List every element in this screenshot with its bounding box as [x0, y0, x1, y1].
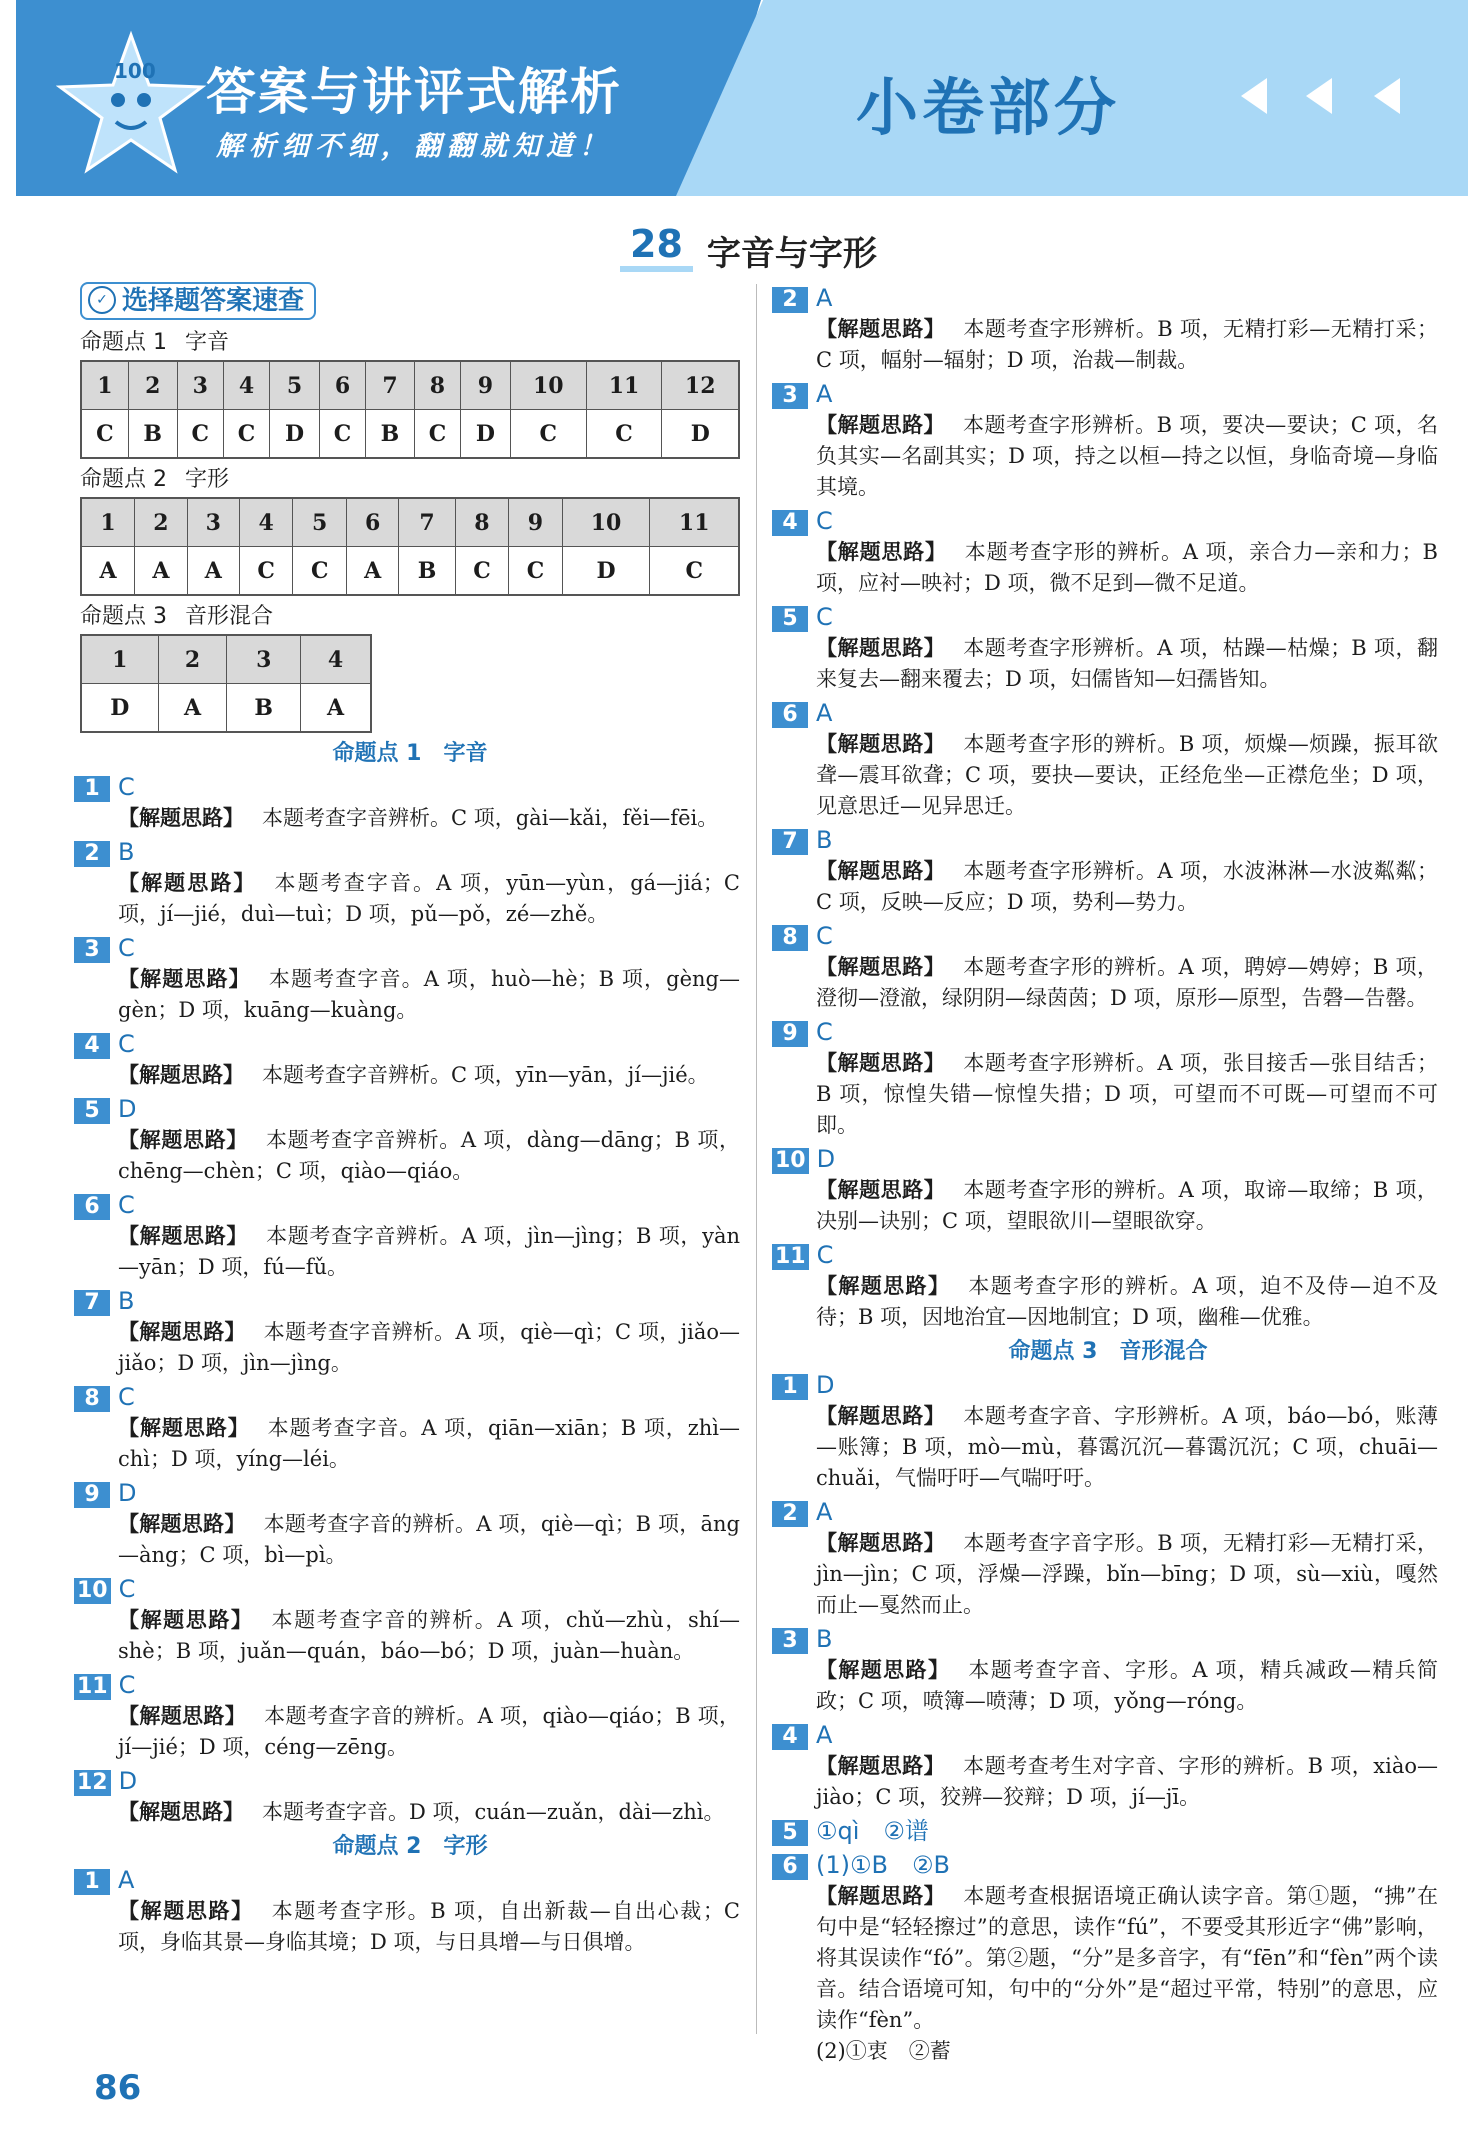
- question-number-cell: 6: [319, 361, 365, 410]
- explanation-label: 【解题思路】: [816, 413, 946, 437]
- answer-choice: A: [816, 1498, 833, 1526]
- question-number-cell: 7: [399, 498, 455, 547]
- answer-choice: C: [816, 507, 833, 535]
- answer-choice: B: [118, 838, 135, 866]
- answer-cell: D: [662, 410, 739, 459]
- explanation: [80, 803, 740, 834]
- answer-line: [778, 920, 1438, 952]
- answer-cell: A: [158, 684, 227, 733]
- explanation: [778, 1881, 1438, 2036]
- answer-cell: C: [319, 410, 365, 459]
- topic-label: [80, 600, 740, 634]
- explanation-label: 【解题思路】: [816, 1051, 946, 1075]
- explanation: [778, 1401, 1438, 1494]
- explanation-text: 本题考查字形的辨析。B 项，烦燥—烦躁，振耳欲聋—震耳欲聋；C 项，要抉—要诀，正经危坐—正襟危坐；D 项，见意思迁—见异思迁。: [816, 732, 1438, 818]
- question-number-badge: 1: [74, 776, 110, 802]
- explanation: [80, 964, 740, 1026]
- answer-item: [80, 1189, 740, 1283]
- question-number-cell: 9: [461, 361, 511, 410]
- answer-item: [778, 1016, 1438, 1141]
- answer-cell: A: [301, 684, 371, 733]
- answer-cell: C: [239, 547, 293, 596]
- header-title: 答案与讲评式解析: [206, 63, 622, 121]
- explanation-label: 【解题思路】: [118, 1416, 250, 1440]
- section-number: 28: [620, 222, 693, 272]
- explanation-label: 【解题思路】: [816, 1754, 946, 1778]
- question-number-cell: 1: [81, 498, 135, 547]
- answer-item: [775, 1143, 1439, 1237]
- explanation-label: 【解题思路】: [816, 732, 946, 756]
- explanation-text: 本题考查字音辨析。C 项，gài—kǎi，fěi—fēi。: [262, 806, 719, 830]
- answer-choice: C: [816, 922, 833, 950]
- arrow-left-icon: [1374, 78, 1400, 114]
- answer-cell: D: [562, 547, 650, 596]
- explanation-text: 本题考查字音辨析。A 项，jìn—jìng；B 项，yàn—yān；D 项，fú—fǔ。: [118, 1224, 740, 1279]
- answer-item: [80, 1093, 740, 1187]
- question-number-badge: 1: [74, 1869, 110, 1895]
- explanation-label: 【解题思路】: [118, 1704, 247, 1728]
- right-answers: [775, 282, 1439, 2067]
- answer-line: [778, 1815, 1438, 1847]
- question-number-cell: 1: [81, 635, 158, 684]
- question-number-cell: 11: [650, 498, 739, 547]
- explanation-text: 本题考查字音辨析。C 项，yīn—yān，jí—jié。: [262, 1063, 709, 1087]
- answer-cell: D: [461, 410, 511, 459]
- answer-cell: C: [177, 410, 223, 459]
- question-number-badge: 3: [772, 1628, 808, 1654]
- topic-label: [80, 326, 740, 360]
- answer-item: [77, 1669, 741, 1763]
- answer-line: [778, 601, 1438, 633]
- table-header-row: [81, 361, 739, 410]
- answer-cell: C: [455, 547, 509, 596]
- explanation-text: 本题考查字音、字形辨析。A 项，báo—bó，账薄—账簿；B 项，mò—mù，暮霭沉沉—暮霭沉沉；C 项，chuāi—chuǎi，气惴吁吁—气喘吁吁。: [816, 1404, 1439, 1490]
- question-number-badge: 4: [772, 510, 808, 536]
- question-number-cell: 3: [227, 635, 301, 684]
- explanation: [778, 1175, 1438, 1237]
- answer-line: [80, 1381, 740, 1413]
- question-number-cell: 4: [239, 498, 293, 547]
- answer-item: [778, 824, 1438, 918]
- explanation-text: 本题考查字形的辨析。A 项，亲合力—亲和力；B 项，应衬—映衬；D 项，微不足到—微不足道。: [816, 540, 1438, 595]
- answer-item: [775, 1239, 1438, 1333]
- arrow-left-icon: [1241, 78, 1267, 114]
- question-number-badge: 11: [772, 1244, 809, 1270]
- explanation: [778, 1655, 1438, 1717]
- explanation-text: 本题考查字形辨析。A 项，枯躁—枯燥；B 项，翻来复去—翻来覆去；D 项，妇儒皆知—妇孺皆知。: [816, 636, 1439, 691]
- answer-choice: C: [816, 1018, 833, 1046]
- answer-cell: B: [227, 684, 301, 733]
- question-number-badge: 6: [772, 702, 808, 728]
- answer-table: [80, 360, 740, 459]
- explanation: [80, 1896, 740, 1958]
- answer-line: [778, 697, 1438, 729]
- answer-line: [80, 932, 740, 964]
- question-number-cell: 8: [455, 498, 509, 547]
- answer-cell: C: [293, 547, 347, 596]
- question-number-badge: 8: [772, 925, 808, 951]
- table-header-row: [81, 635, 371, 684]
- answer-cell: A: [346, 547, 398, 596]
- explanation: [80, 868, 740, 930]
- question-number-cell: 12: [662, 361, 739, 410]
- question-number-badge: 2: [772, 287, 808, 313]
- answer-line: [80, 1093, 740, 1125]
- answer-cell: D: [81, 684, 158, 733]
- answer-line: [77, 1765, 740, 1797]
- answer-cell: D: [270, 410, 320, 459]
- question-number-badge: 11: [74, 1674, 111, 1700]
- topic-number: 命题点 3: [80, 604, 167, 629]
- question-number-cell: 8: [414, 361, 460, 410]
- explanation-label: 【解题思路】: [816, 636, 946, 660]
- arrow-left-icon: [1306, 78, 1332, 114]
- question-number-cell: 4: [301, 635, 371, 684]
- explanation-text: 本题考查字形的辨析。A 项，取谛—取缔；B 项，决别—诀别；C 项，望眼欲川—望眼欲穿。: [816, 1178, 1439, 1233]
- explanation-label: 【解题思路】: [118, 1128, 248, 1152]
- explanation: [80, 1317, 740, 1379]
- explanation: [778, 537, 1438, 599]
- answer-item: [778, 378, 1438, 503]
- answer-choice: C: [118, 1030, 135, 1058]
- column-divider: [756, 284, 757, 2034]
- explanation: [80, 1413, 740, 1475]
- question-number-badge: 3: [772, 383, 808, 409]
- answer-item: [80, 1381, 740, 1475]
- explanation-text: 本题考查字形辨析。A 项，张目接舌—张目结舌；B 项，惊惶失错—惊惶失措；D 项，可望而不可既—可望而不可即。: [816, 1051, 1439, 1137]
- explanation-text: 本题考查字形辨析。A 项，水波淋淋—水波粼粼；C 项，反映—反应；D 项，势利—势力。: [816, 859, 1439, 914]
- answer-item: [778, 697, 1438, 822]
- topic-name: 字形: [185, 467, 230, 492]
- explanation-text: 本题考查字音、字形。A 项，精兵减政—精兵简政；C 项，喷簿—喷薄；D 项，yǒng—róng。: [816, 1658, 1438, 1713]
- question-number-badge: 6: [772, 1854, 808, 1880]
- left-column: [77, 282, 741, 1960]
- question-number-badge: 9: [74, 1482, 110, 1508]
- explanation-label: 【解题思路】: [118, 1800, 244, 1824]
- explanation-label: 【解题思路】: [118, 806, 244, 830]
- explanation: [778, 1048, 1438, 1141]
- topic-number: 命题点 2: [80, 467, 167, 492]
- answer-item: [80, 1285, 740, 1379]
- explanation-text: 本题考查字音。A 项，qiān—xiān；B 项，zhì—chì；D 项，yíng—léi。: [118, 1416, 741, 1471]
- explanation-text: 本题考查字音的辨析。A 项，qiào—qiáo；B 项，jí—jié；D 项，céng—zēng。: [118, 1704, 741, 1759]
- explanation-text: 本题考查考生对字音、字形的辨析。B 项，xiào—jiào；C 项，狡辨—狡辩；D 项，jí—jī。: [816, 1754, 1438, 1809]
- answer-choice: C: [118, 773, 135, 801]
- answer-item: [80, 1028, 740, 1091]
- explanation-label: 【解题思路】: [816, 859, 946, 883]
- answer-choice: C: [118, 934, 135, 962]
- subsection-heading: 命题点 2 字形: [332, 1834, 488, 1859]
- explanation-label: 【解题思路】: [816, 1178, 946, 1202]
- answer-choice: C: [118, 1671, 136, 1699]
- answer-item: [778, 1496, 1438, 1621]
- topic-name: 音形混合: [185, 604, 274, 629]
- section-heading: [620, 222, 877, 272]
- question-number-badge: 3: [74, 937, 110, 963]
- question-number-cell: 6: [346, 498, 398, 547]
- answer-cell: A: [187, 547, 239, 596]
- subsection-heading: 命题点 3 音形混合: [1008, 1339, 1208, 1364]
- explanation: [778, 1271, 1438, 1333]
- answer-cell: C: [223, 410, 269, 459]
- explanation-text: 本题考查字形。B 项，自出新裁—自出心裁；C 项，身临其景—身临其境；D 项，与日具增—与日俱增。: [118, 1899, 740, 1954]
- explanation-label: 【解题思路】: [816, 1884, 946, 1908]
- answer-cell: C: [414, 410, 460, 459]
- answer-line: [77, 1573, 740, 1605]
- answer-cell: B: [366, 410, 415, 459]
- explanation-text: 本题考查根据语境正确认读字音。第①题，“拂”在句中是“轻轻擦过”的意思，读作“fú”，不要受其形近字“佛”影响，将其误读作“fó”。第②题，“分”是多音字，有“fēn”和“fèn”两个读音。结合语境可知，句中的“分外”是“超过平常，特别”的意思，应读作“fèn”。: [816, 1884, 1438, 2032]
- explanation-text: 本题考查字音。A 项，yūn—yùn，gá—jiá；C 项，jí—jié，duì—tuì；D 项，pǔ—pǒ，zé—zhě。: [118, 871, 740, 926]
- question-number-cell: 2: [158, 635, 227, 684]
- answer-line: [80, 771, 740, 803]
- answer-item: [778, 1815, 1438, 1847]
- answer-choice: D: [118, 1479, 137, 1507]
- explanation-label: 【解题思路】: [816, 1531, 946, 1555]
- explanation: [80, 1060, 740, 1091]
- topic-number: 命题点 1: [80, 330, 167, 355]
- answer-item: [80, 932, 740, 1026]
- question-number-cell: 3: [177, 361, 223, 410]
- answer-choice: D: [118, 1095, 137, 1123]
- question-number-cell: 10: [510, 361, 586, 410]
- header-right-title: 小卷部分: [856, 71, 1121, 144]
- explanation: [80, 1509, 740, 1571]
- explanation-text: 本题考查字形辨析。B 项，无精打彩—无精打采；C 项，幅射—辐射；D 项，治裁—制裁。: [816, 317, 1438, 372]
- question-number-badge: 7: [74, 1290, 110, 1316]
- question-number-badge: 9: [772, 1021, 808, 1047]
- answer-item: [778, 601, 1438, 695]
- quick-check-badge: [80, 282, 316, 320]
- answer-line: [775, 1143, 1438, 1175]
- explanation-text: 本题考查字形辨析。B 项，要决—要诀；C 项，名负其实—名副其实；D 项，持之以桓—持之以恒，身临奇境—身临其境。: [816, 413, 1439, 499]
- answer-line: [80, 1028, 740, 1060]
- answer-item: [80, 1477, 740, 1571]
- answer-choice: C: [118, 1575, 136, 1603]
- explanation-text: 本题考查字音的辨析。A 项，qiè—qì；B 项，āng—àng；C 项，bì—pì。: [118, 1512, 741, 1567]
- question-number-badge: 2: [74, 841, 110, 867]
- answer-item: [778, 920, 1438, 1014]
- answer-item: [778, 1719, 1438, 1813]
- explanation: [80, 1797, 740, 1828]
- explanation-text: 本题考查字形的辨析。A 项，聘婷—娉婷；B 项，澄彻—澄澈，绿阴阴—绿茵茵；D 项，原形—原型，告磬—告罄。: [816, 955, 1439, 1010]
- explanation-label: 【解题思路】: [118, 967, 251, 991]
- explanation-label: 【解题思路】: [118, 1608, 254, 1632]
- left-answers: [77, 737, 741, 1958]
- answer-item: [778, 1369, 1438, 1494]
- table-header-row: [81, 498, 739, 547]
- answer-line: [778, 378, 1438, 410]
- star-mascot-icon: [56, 30, 206, 180]
- table-answer-row: [81, 547, 739, 596]
- answer-item: [80, 836, 740, 930]
- mascot-label: 100: [114, 59, 156, 83]
- explanation: [778, 410, 1438, 503]
- explanation: [778, 856, 1438, 918]
- subsection-heading: 命题点 1 字音: [332, 741, 488, 766]
- page-number: 86: [94, 2068, 142, 2108]
- question-number-cell: 2: [135, 498, 187, 547]
- explanation: [80, 1605, 740, 1667]
- answer-line: [80, 1477, 740, 1509]
- question-number-badge: 6: [74, 1194, 110, 1220]
- question-number-cell: 5: [270, 361, 320, 410]
- explanation-text: 本题考查字音。D 项，cuán—zuǎn，dài—zhì。: [262, 1800, 725, 1824]
- answer-table: [80, 634, 372, 733]
- answer-line: [778, 824, 1438, 856]
- question-number-cell: 2: [128, 361, 177, 410]
- explanation-text: 本题考查字音。A 项，huò—hè；B 项，gèng—gèn；D 项，kuāng—kuàng。: [118, 967, 740, 1022]
- section-name: 字音与字形: [706, 234, 877, 274]
- answer-choice: A: [816, 1721, 833, 1749]
- question-number-cell: 4: [223, 361, 269, 410]
- explanation-label: 【解题思路】: [118, 1512, 246, 1536]
- answer-choice: C: [816, 603, 833, 631]
- explanation-text: 本题考查字音辨析。A 项，qiè—qì；C 项，jiǎo—jiǎo；D 项，jìn—jìng。: [118, 1320, 740, 1375]
- answer-choice: A: [816, 380, 833, 408]
- quick-check-title: 选择题答案速查: [122, 286, 305, 316]
- answer-line: [80, 836, 740, 868]
- question-number-badge: 12: [74, 1770, 111, 1796]
- question-number-cell: 1: [81, 361, 128, 410]
- answer-cell: B: [128, 410, 177, 459]
- answer-cell: C: [650, 547, 739, 596]
- answer-cell: C: [81, 410, 128, 459]
- explanation: [778, 1528, 1438, 1621]
- answer-line: [775, 1239, 1438, 1271]
- answer-item: [80, 771, 740, 834]
- question-number-cell: 10: [562, 498, 650, 547]
- answer-choice: A: [816, 699, 833, 727]
- question-number-badge: 5: [772, 1820, 808, 1846]
- question-number-badge: 4: [74, 1033, 110, 1059]
- answer-item: [778, 505, 1438, 599]
- explanation-text: 本题考查字音辨析。A 项，dàng—dāng；B 项，chēng—chèn；C 项，qiào—qiáo。: [118, 1128, 741, 1183]
- answer-item: [77, 1573, 740, 1667]
- explanation-label: 【解题思路】: [816, 1658, 951, 1682]
- header-subtitle: 解析细不细，翻翻就知道！: [216, 131, 612, 162]
- answer-line: [80, 1864, 740, 1896]
- extra-answer: (2)①衷 ②蓄: [816, 2039, 951, 2063]
- answer-cell: C: [586, 410, 662, 459]
- explanation-label: 【解题思路】: [816, 955, 946, 979]
- question-number-badge: 7: [772, 829, 808, 855]
- answer-cell: C: [510, 410, 586, 459]
- check-icon: ✓: [88, 286, 116, 314]
- explanation: [778, 314, 1438, 376]
- question-number-cell: 3: [187, 498, 239, 547]
- explanation-label: 【解题思路】: [816, 317, 946, 341]
- explanation-label: 【解题思路】: [816, 540, 947, 564]
- question-number-badge: 8: [74, 1386, 110, 1412]
- answer-cell: A: [81, 547, 135, 596]
- explanation: [778, 633, 1438, 695]
- answer-item: [80, 1864, 740, 1958]
- answer-choice: (1)①B ②B: [816, 1851, 950, 1879]
- explanation: [778, 729, 1438, 822]
- explanation-label: 【解题思路】: [816, 1274, 951, 1298]
- answer-choice: C: [118, 1191, 135, 1219]
- answer-item: [778, 1623, 1438, 1717]
- explanation: [80, 1221, 740, 1283]
- explanation-text: 本题考查字音字形。B 项，无精打彩—无精打采，jìn—jìn；C 项，浮燥—浮躁，bǐn—bīng；D 项，sù—xiù，嘎然而止—戛然而止。: [816, 1531, 1438, 1617]
- explanation-text: 本题考查字音的辨析。A 项，chǔ—zhù，shí—shè；B 项，juǎn—quán，báo—bó；D 项，juàn—huàn。: [118, 1608, 740, 1663]
- answer-table: [80, 497, 740, 596]
- answer-line: [778, 1369, 1438, 1401]
- explanation: [80, 1701, 740, 1763]
- question-number-cell: 11: [586, 361, 662, 410]
- question-number-cell: 7: [366, 361, 415, 410]
- answer-choice: A: [816, 284, 833, 312]
- answer-item: [778, 1849, 1438, 2067]
- answer-line: [778, 1623, 1438, 1655]
- header-banner: [16, 0, 1468, 196]
- answer-choice: ①qì ②谱: [816, 1817, 929, 1845]
- question-number-cell: 5: [293, 498, 347, 547]
- explanation: [778, 1751, 1438, 1813]
- answer-line: [778, 1849, 1438, 1881]
- question-number-badge: 5: [772, 606, 808, 632]
- answer-cell: B: [399, 547, 455, 596]
- answer-choice: B: [118, 1287, 135, 1315]
- explanation-label: 【解题思路】: [118, 871, 257, 895]
- explanation: [80, 1125, 740, 1187]
- answer-item: [778, 282, 1438, 376]
- explanation-label: 【解题思路】: [118, 1899, 254, 1923]
- answer-choice: D: [816, 1371, 835, 1399]
- answer-line: [77, 1669, 740, 1701]
- answer-line: [80, 1285, 740, 1317]
- explanation-label: 【解题思路】: [816, 1404, 946, 1428]
- explanation-label: 【解题思路】: [118, 1224, 249, 1248]
- table-answer-row: [81, 410, 739, 459]
- question-number-badge: 4: [772, 1724, 808, 1750]
- topic-name: 字音: [185, 330, 230, 355]
- answer-line: [778, 505, 1438, 537]
- answer-choice: D: [118, 1767, 138, 1795]
- answer-line: [778, 282, 1438, 314]
- answer-line: [778, 1016, 1438, 1048]
- explanation-label: 【解题思路】: [118, 1320, 246, 1344]
- answer-item: [77, 1765, 740, 1828]
- question-number-badge: 1: [772, 1374, 808, 1400]
- question-number-badge: 2: [772, 1501, 808, 1527]
- question-number-cell: 9: [509, 498, 563, 547]
- answer-line: [80, 1189, 740, 1221]
- explanation-label: 【解题思路】: [118, 1063, 244, 1087]
- answer-cell: C: [509, 547, 563, 596]
- table-answer-row: [81, 684, 371, 733]
- explanation-text: 本题考查字形的辨析。A 项，迫不及侍—迫不及待；B 项，因地治宜—因地制宜；D 项，幽稚—优雅。: [816, 1274, 1438, 1329]
- answer-line: [778, 1496, 1438, 1528]
- answer-line: [778, 1719, 1438, 1751]
- right-column: [775, 282, 1439, 2069]
- question-number-badge: 10: [74, 1578, 111, 1604]
- answer-choice: C: [816, 1241, 834, 1269]
- answer-choice: B: [816, 1625, 833, 1653]
- question-number-badge: 10: [772, 1148, 809, 1174]
- answer-cell: A: [135, 547, 187, 596]
- answer-choice: D: [816, 1145, 836, 1173]
- answer-choice: A: [118, 1866, 135, 1894]
- answer-choice: B: [816, 826, 833, 854]
- question-number-badge: 5: [74, 1098, 110, 1124]
- topic-label: [80, 463, 740, 497]
- answer-choice: C: [118, 1383, 135, 1411]
- explanation: [778, 952, 1438, 1014]
- answer-tables: [80, 326, 740, 733]
